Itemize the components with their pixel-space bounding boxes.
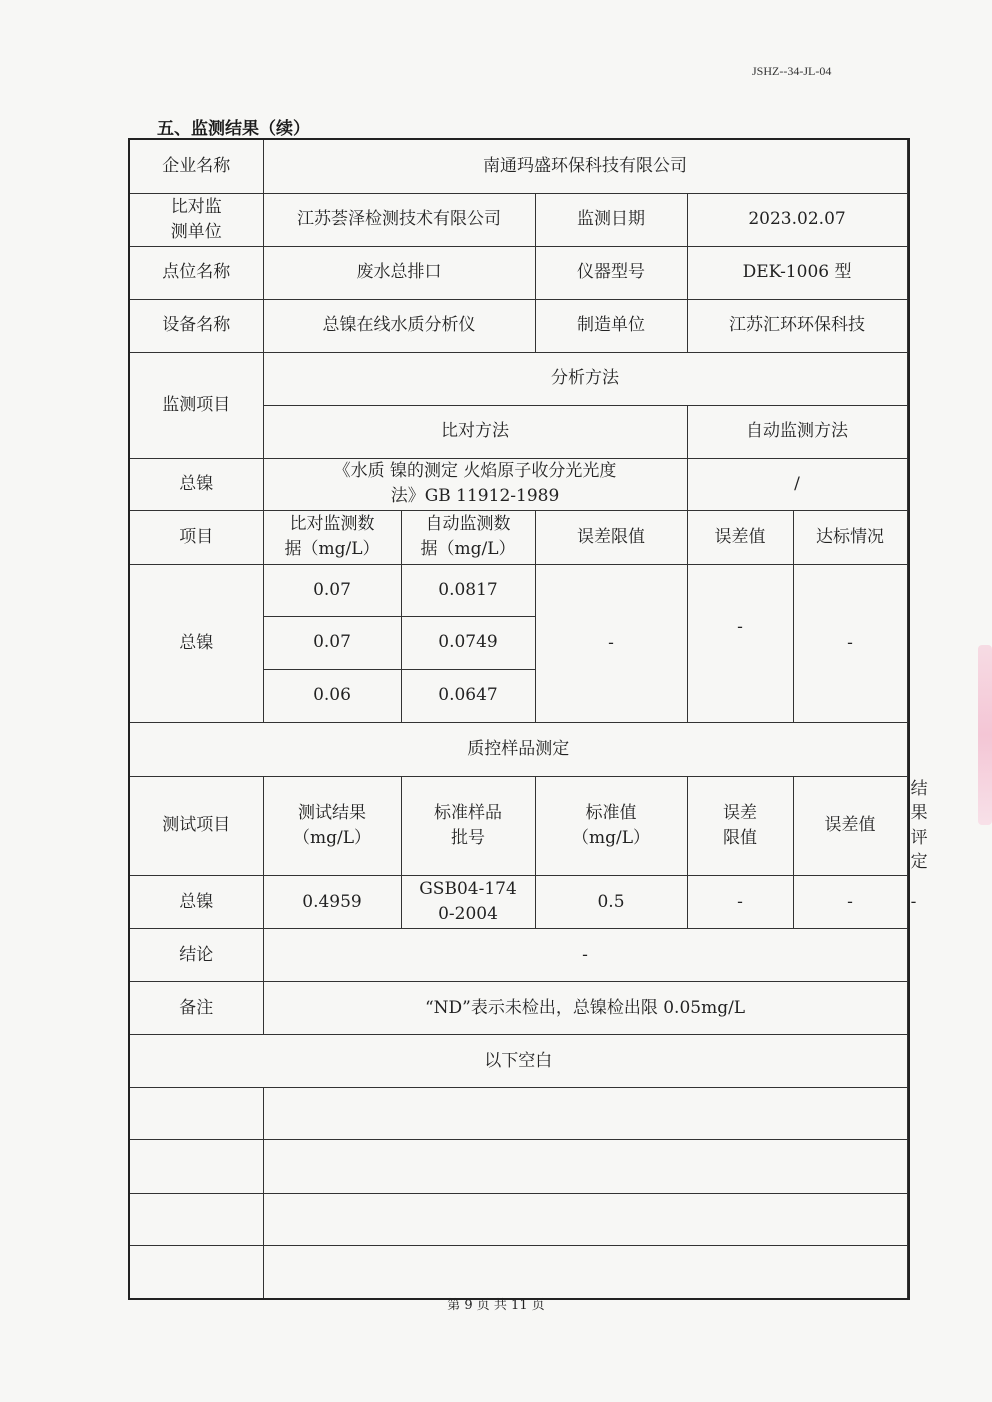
qc-batch-header-line2: 批号 (451, 827, 485, 848)
row-results-header (129, 510, 909, 564)
qc-eval: - (907, 876, 909, 929)
company-value: 南通玛盛环保科技有限公司 (263, 139, 907, 193)
model-label: 仪器型号 (535, 246, 687, 299)
compare-unit-label-line1: 比对监 (170, 196, 222, 217)
results-limit-header: 误差限值 (535, 510, 687, 564)
date-label: 监测日期 (535, 193, 687, 246)
results-auto-value: 0.0647 (401, 669, 535, 722)
qc-limit-header-line2: 限值 (723, 827, 757, 848)
row-compare-unit (129, 193, 909, 246)
qc-item-header: 测试项目 (129, 776, 263, 876)
qc-result: 0.4959 (263, 876, 401, 929)
monitoring-results-table (128, 138, 928, 1300)
row-device (129, 299, 909, 352)
date-value: 2023.02.07 (687, 193, 907, 246)
empty-row (129, 1194, 909, 1246)
qc-item: 总镍 (129, 876, 263, 929)
table-row (129, 564, 909, 616)
monitor-item-label: 监测项目 (129, 352, 263, 458)
qc-batch-line2: 0-2004 (438, 904, 498, 925)
results-compare-header-line2: 据（mg/L） (284, 539, 380, 559)
results-compare-value: 0.06 (263, 669, 401, 722)
qc-batch-header-line1: 标准样品 (434, 803, 502, 824)
row-method-values (129, 458, 909, 510)
qc-eval-header: 结果评定 (907, 776, 909, 876)
empty-cell (263, 1140, 907, 1194)
qc-limit-header (687, 776, 793, 876)
qc-result-header-line1: 测试结果 (298, 803, 366, 824)
row-qc-values (129, 876, 909, 929)
empty-cell (129, 1194, 263, 1246)
qc-title: 质控样品测定 (129, 722, 907, 776)
results-auto-header-line2: 据（mg/L） (420, 539, 516, 559)
row-point (129, 246, 909, 299)
empty-cell (263, 1246, 907, 1299)
results-compare-header-line1: 比对监测数 (289, 514, 375, 535)
results-compare-value: 0.07 (263, 616, 401, 669)
empty-cell (129, 1140, 263, 1194)
page-number: 第 9 页 共 11 页 (447, 1298, 545, 1313)
qc-std: 0.5 (535, 876, 687, 929)
row-blank-note (129, 1035, 909, 1088)
results-compare-value: 0.07 (263, 564, 401, 616)
results-auto-value: 0.0817 (401, 564, 535, 616)
model-value: DEK-1006 型 (687, 246, 907, 299)
compare-unit-label-line2: 测单位 (170, 221, 222, 242)
results-item-header: 项目 (129, 510, 263, 564)
qc-result-header-line2: （mg/L） (292, 827, 372, 848)
qc-limit: - (687, 876, 793, 929)
seal-stamp-edge (978, 645, 992, 825)
row-qc-title (129, 722, 909, 776)
qc-std-header-line2: （mg/L） (571, 827, 651, 848)
company-label: 企业名称 (129, 139, 263, 193)
row-conclusion (129, 929, 909, 982)
point-label: 点位名称 (129, 246, 263, 299)
conclusion-value: - (263, 929, 907, 982)
results-error-value: - (687, 564, 793, 722)
point-value: 废水总排口 (263, 246, 535, 299)
empty-row (129, 1140, 909, 1194)
document-code: JSHZ--34-JL-04 (752, 64, 832, 78)
compare-unit-label (129, 193, 263, 246)
results-auto-header-line1: 自动监测数 (425, 514, 511, 535)
results-auto-value: 0.0749 (401, 616, 535, 669)
compare-method-label: 比对方法 (263, 405, 687, 458)
results-compare-header (263, 510, 401, 564)
auto-method-value: / (687, 458, 907, 510)
empty-row (129, 1246, 909, 1299)
conclusion-label: 结论 (129, 929, 263, 982)
results-status-value: - (793, 564, 907, 722)
maker-label: 制造单位 (535, 299, 687, 352)
blank-note: 以下空白 (129, 1035, 907, 1088)
results-limit-value: - (535, 564, 687, 722)
empty-cell (263, 1088, 907, 1140)
qc-error: - (793, 876, 907, 929)
row-company (129, 139, 909, 193)
qc-std-header (535, 776, 687, 876)
remark-value: “ND”表示未检出，总镍检出限 0.05mg/L (263, 982, 907, 1035)
results-param: 总镍 (129, 564, 263, 722)
qc-batch (401, 876, 535, 929)
section-title: 五、监测结果（续） (157, 119, 310, 139)
compare-method-value (263, 458, 687, 510)
remark-label: 备注 (129, 982, 263, 1035)
row-qc-header (129, 776, 909, 876)
qc-batch-line1: GSB04-174 (419, 879, 517, 900)
analysis-method-label: 分析方法 (263, 352, 907, 405)
device-label: 设备名称 (129, 299, 263, 352)
qc-batch-header (401, 776, 535, 876)
results-auto-header (401, 510, 535, 564)
qc-error-header: 误差值 (793, 776, 907, 876)
qc-limit-header-line1: 误差 (723, 803, 757, 824)
row-method-header (129, 352, 909, 405)
row-remark (129, 982, 909, 1035)
empty-cell (263, 1194, 907, 1246)
compare-method-line1: 《水质 镍的测定 火焰原子收分光光度 (333, 460, 617, 481)
qc-result-header (263, 776, 401, 876)
results-status-header: 达标情况 (793, 510, 907, 564)
compare-unit-value: 江苏荟泽检测技术有限公司 (263, 193, 535, 246)
compare-method-line2: 法》GB 11912-1989 (390, 486, 560, 506)
empty-cell (129, 1246, 263, 1299)
qc-std-header-line1: 标准值 (585, 803, 637, 824)
method-param: 总镍 (129, 458, 263, 510)
maker-value: 江苏汇环环保科技 (687, 299, 907, 352)
empty-cell (129, 1088, 263, 1140)
empty-row (129, 1088, 909, 1140)
auto-method-label: 自动监测方法 (687, 405, 907, 458)
results-error-header: 误差值 (687, 510, 793, 564)
device-value: 总镍在线水质分析仪 (263, 299, 535, 352)
